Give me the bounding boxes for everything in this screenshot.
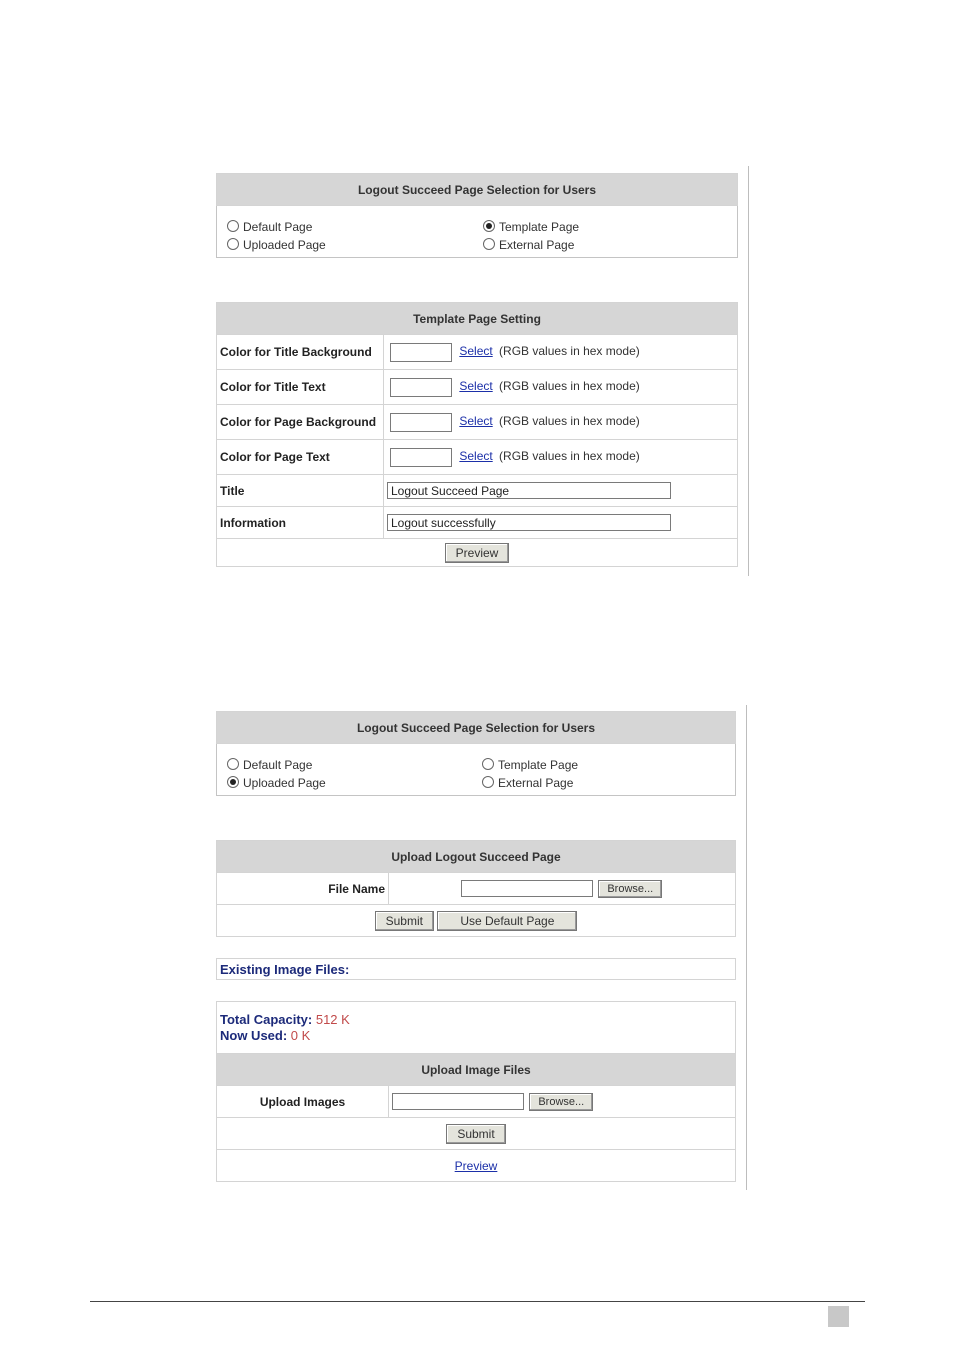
logout-selection-panel-2 bbox=[216, 711, 736, 796]
radio-icon[interactable] bbox=[482, 758, 494, 770]
color-title-text-label: Color for Title Text bbox=[217, 370, 384, 405]
option-external-page-1[interactable]: External Page bbox=[477, 234, 738, 258]
radio-icon[interactable] bbox=[227, 758, 239, 770]
now-used-label: Now Used: bbox=[220, 1028, 288, 1043]
selection-table-1 bbox=[216, 173, 738, 258]
page-number-box bbox=[828, 1306, 849, 1327]
title-input[interactable]: Logout Succeed Page bbox=[387, 482, 671, 499]
radio-selected-icon[interactable] bbox=[483, 220, 495, 232]
color-hint: (RGB values in hex mode) bbox=[499, 414, 640, 429]
upload-images-input[interactable] bbox=[392, 1093, 524, 1110]
preview-link[interactable]: Preview bbox=[454, 1158, 498, 1173]
color-page-bg-input[interactable] bbox=[390, 413, 452, 432]
radio-icon[interactable] bbox=[227, 238, 239, 250]
option-template-page-1[interactable]: Template Page bbox=[477, 206, 738, 234]
radio-icon[interactable] bbox=[482, 776, 494, 788]
color-title-text-select-link[interactable]: Select bbox=[459, 379, 493, 394]
color-title-bg-input[interactable] bbox=[390, 343, 452, 362]
color-page-text-select-link[interactable]: Select bbox=[459, 449, 493, 464]
logout-selection-panel-1 bbox=[216, 173, 738, 258]
color-page-bg-label: Color for Page Background bbox=[217, 405, 384, 440]
file-name-label: File Name bbox=[217, 873, 389, 905]
information-input[interactable]: Logout successfully bbox=[387, 514, 671, 531]
option-external-page-2[interactable]: External Page bbox=[476, 772, 736, 796]
template-setting-title: Template Page Setting bbox=[217, 303, 738, 335]
radio-icon[interactable] bbox=[227, 220, 239, 232]
information-label: Information bbox=[217, 507, 384, 539]
option-default-page-2[interactable]: Default Page bbox=[217, 744, 477, 772]
color-page-bg-select-link[interactable]: Select bbox=[459, 414, 493, 429]
color-page-text-label: Color for Page Text bbox=[217, 440, 384, 475]
option-template-page-2[interactable]: Template Page bbox=[476, 744, 736, 772]
color-title-bg-label: Color for Title Background bbox=[217, 335, 384, 370]
selection-title-2: Logout Succeed Page Selection for Users bbox=[217, 712, 736, 744]
total-capacity-value: 512 K bbox=[315, 1012, 350, 1027]
color-hint: (RGB values in hex mode) bbox=[499, 344, 640, 359]
selection-table-2 bbox=[216, 711, 736, 796]
option-default-page-1[interactable]: Default Page bbox=[217, 206, 478, 234]
upload-images-label: Upload Images bbox=[217, 1086, 389, 1118]
upload-logout-page-table bbox=[216, 840, 736, 937]
selection-title-1: Logout Succeed Page Selection for Users bbox=[217, 174, 738, 206]
existing-image-files-label: Existing Image Files: bbox=[217, 959, 736, 980]
upload-logout-page-title: Upload Logout Succeed Page bbox=[217, 841, 736, 873]
color-hint: (RGB values in hex mode) bbox=[499, 379, 640, 394]
color-page-text-input[interactable] bbox=[390, 448, 452, 467]
total-capacity-label: Total Capacity: bbox=[220, 1012, 313, 1027]
template-setting-table bbox=[216, 302, 738, 567]
color-title-bg-select-link[interactable]: Select bbox=[459, 344, 493, 359]
upload-image-files-title: Upload Image Files bbox=[217, 1054, 736, 1086]
use-default-page-button[interactable]: Use Default Page bbox=[437, 911, 577, 931]
browse-button[interactable]: Browse... bbox=[598, 880, 662, 898]
image-capacity-panel bbox=[216, 1001, 736, 1182]
option-uploaded-page-2[interactable]: Uploaded Page bbox=[217, 772, 477, 796]
upload-logout-page-panel bbox=[216, 840, 736, 937]
color-hint: (RGB values in hex mode) bbox=[499, 449, 640, 464]
template-setting-panel bbox=[216, 302, 738, 567]
color-title-text-input[interactable] bbox=[390, 378, 452, 397]
image-capacity-table bbox=[216, 1001, 736, 1182]
footer-divider bbox=[90, 1301, 865, 1302]
title-label: Title bbox=[217, 475, 384, 507]
file-name-input[interactable] bbox=[461, 880, 593, 897]
radio-selected-icon[interactable] bbox=[227, 776, 239, 788]
browse-images-button[interactable]: Browse... bbox=[529, 1093, 593, 1111]
existing-image-files-panel bbox=[216, 958, 736, 980]
radio-icon[interactable] bbox=[483, 238, 495, 250]
submit-images-button[interactable]: Submit bbox=[446, 1124, 505, 1144]
now-used-value: 0 K bbox=[290, 1028, 311, 1043]
preview-button[interactable]: Preview bbox=[445, 543, 510, 563]
submit-button[interactable]: Submit bbox=[375, 911, 434, 931]
option-uploaded-page-1[interactable]: Uploaded Page bbox=[217, 234, 478, 258]
